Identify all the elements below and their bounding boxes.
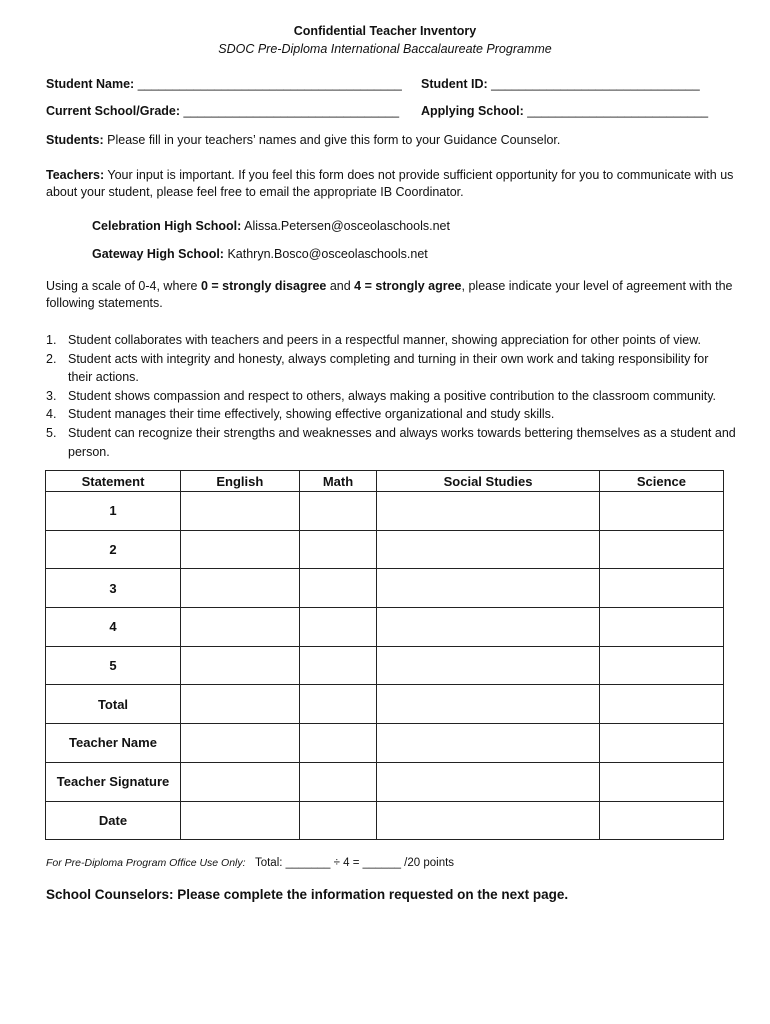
social-studies-cell[interactable] [377,569,600,608]
social-studies-cell[interactable] [377,762,600,801]
scale-min-label: 0 = strongly disagree [200,279,327,293]
row-label: 3 [46,569,181,608]
table-row [46,724,724,763]
form-title: Confidential Teacher Inventory [293,24,477,38]
rating-table [45,470,724,840]
teachers-instruction [46,167,736,201]
contact-gateway [92,247,428,261]
math-cell[interactable] [299,801,377,840]
math-cell[interactable] [299,646,377,685]
office-use-label: For Pre-Diploma Program Office Use Only: [46,857,246,869]
school-grade-row [46,104,399,118]
statement-item [46,405,736,424]
contact-email-link[interactable]: Kathryn.Bosco@osceolaschools.net [227,247,428,261]
student-name-row [46,77,402,91]
col-header-statement: Statement [46,471,181,492]
social-studies-cell[interactable] [377,530,600,569]
statement-item [46,424,736,461]
english-cell[interactable] [181,569,300,608]
english-cell[interactable] [181,762,300,801]
science-cell[interactable] [599,724,723,763]
row-label: 5 [46,646,181,685]
scale-instruction [46,278,736,312]
students-instruction [46,132,736,149]
school-grade-label: Current School/Grade: [46,104,181,118]
table-row [46,530,724,569]
students-text: Please fill in your teachers’ names and give this form to your Guidance Counselor. [107,133,561,147]
counselor-note: School Counselors: Please complete the information requested on the next page. [46,887,569,902]
table-row [46,762,724,801]
science-cell[interactable] [599,492,723,531]
math-cell[interactable] [299,569,377,608]
math-cell[interactable] [299,762,377,801]
students-label: Students: [46,133,104,147]
statement-item [46,387,736,406]
applying-school-label: Applying School: [421,104,524,118]
student-name-field[interactable]: ______________________________________ [137,77,402,91]
math-cell[interactable] [299,608,377,647]
contact-celebration [92,219,450,233]
row-label: 4 [46,608,181,647]
english-cell[interactable] [181,530,300,569]
contact-email-link[interactable]: Alissa.Petersen@osceolaschools.net [244,219,450,233]
english-cell[interactable] [181,492,300,531]
statement-text: Student shows compassion and respect to others, always making a positive contribution to the classroom community. [68,388,716,403]
math-cell[interactable] [299,724,377,763]
col-header-social-studies: Social Studies [377,471,600,492]
statement-number: 2. [46,351,57,366]
col-header-science: Science [599,471,723,492]
student-id-label: Student ID: [421,77,488,91]
math-cell[interactable] [299,492,377,531]
row-label: Teacher Signature [46,762,181,801]
scale-text: Using a scale of 0-4, where [46,279,201,293]
table-row [46,646,724,685]
contact-school: Celebration High School: [92,219,242,233]
english-cell[interactable] [181,646,300,685]
science-cell[interactable] [599,762,723,801]
teachers-label: Teachers: [46,168,105,182]
row-label: 2 [46,530,181,569]
social-studies-cell[interactable] [377,724,600,763]
statement-item [46,350,736,387]
student-name-label: Student Name: [46,77,135,91]
statement-text: Student can recognize their strengths and weaknesses and always works towards bettering themselves as a student and person. [68,425,736,459]
statement-text: Student manages their time effectively, showing effective organizational and study skills. [68,407,555,422]
contact-school: Gateway High School: [92,247,224,261]
english-cell[interactable] [181,608,300,647]
science-cell[interactable] [599,569,723,608]
science-cell[interactable] [599,685,723,724]
col-header-math: Math [299,471,377,492]
social-studies-cell[interactable] [377,685,600,724]
math-cell[interactable] [299,685,377,724]
row-label: 1 [46,492,181,531]
col-header-english: English [181,471,300,492]
table-row [46,685,724,724]
statement-text: Student collaborates with teachers and peers in a respectful manner, showing appreciation for other points of view. [68,333,702,347]
science-cell[interactable] [599,530,723,569]
scale-text: and [326,279,355,293]
statement-number: 5. [46,425,57,440]
applying-school-field[interactable]: __________________________ [527,104,709,118]
applying-school-row [421,104,708,118]
table-row [46,569,724,608]
form-subtitle: SDOC Pre-Diploma International Baccalaureate Programme [218,42,552,56]
statement-item [46,331,736,350]
statement-number: 3. [46,388,57,403]
statement-number: 1. [46,333,57,347]
row-label: Date [46,801,181,840]
row-label: Total [46,685,181,724]
school-grade-field[interactable]: _______________________________ [183,104,400,118]
scale-text: , please indicate your level of agreement with the following statements. [46,279,733,310]
english-cell[interactable] [181,724,300,763]
science-cell[interactable] [599,646,723,685]
table-row [46,801,724,840]
statements-list [46,331,736,461]
table-header-row [46,471,724,492]
statement-number: 4. [46,407,57,422]
science-cell[interactable] [599,801,723,840]
social-studies-cell[interactable] [377,646,600,685]
table-row [46,492,724,531]
statement-text: Student acts with integrity and honesty, always completing and turning in their own work and taking responsibility for their actions. [68,351,709,385]
science-cell[interactable] [599,608,723,647]
student-id-row [421,77,700,91]
math-cell[interactable] [299,530,377,569]
student-id-field[interactable]: ______________________________ [491,77,700,91]
english-cell[interactable] [181,801,300,840]
social-studies-cell[interactable] [377,492,600,531]
table-row [46,608,724,647]
english-cell[interactable] [181,685,300,724]
social-studies-cell[interactable] [377,801,600,840]
social-studies-cell[interactable] [377,608,600,647]
scale-max-label: 4 = strongly agree [354,279,462,293]
office-use-formula: Total: _______ ÷ 4 = ______ /20 points [254,857,455,869]
teachers-text: Your input is important. If you feel this form does not provide sufficient opportunity for you to communicate with us about your student, please feel free to email the appropriate IB Coordinator. [46,168,734,199]
office-use-line [46,857,454,869]
row-label: Teacher Name [46,724,181,763]
